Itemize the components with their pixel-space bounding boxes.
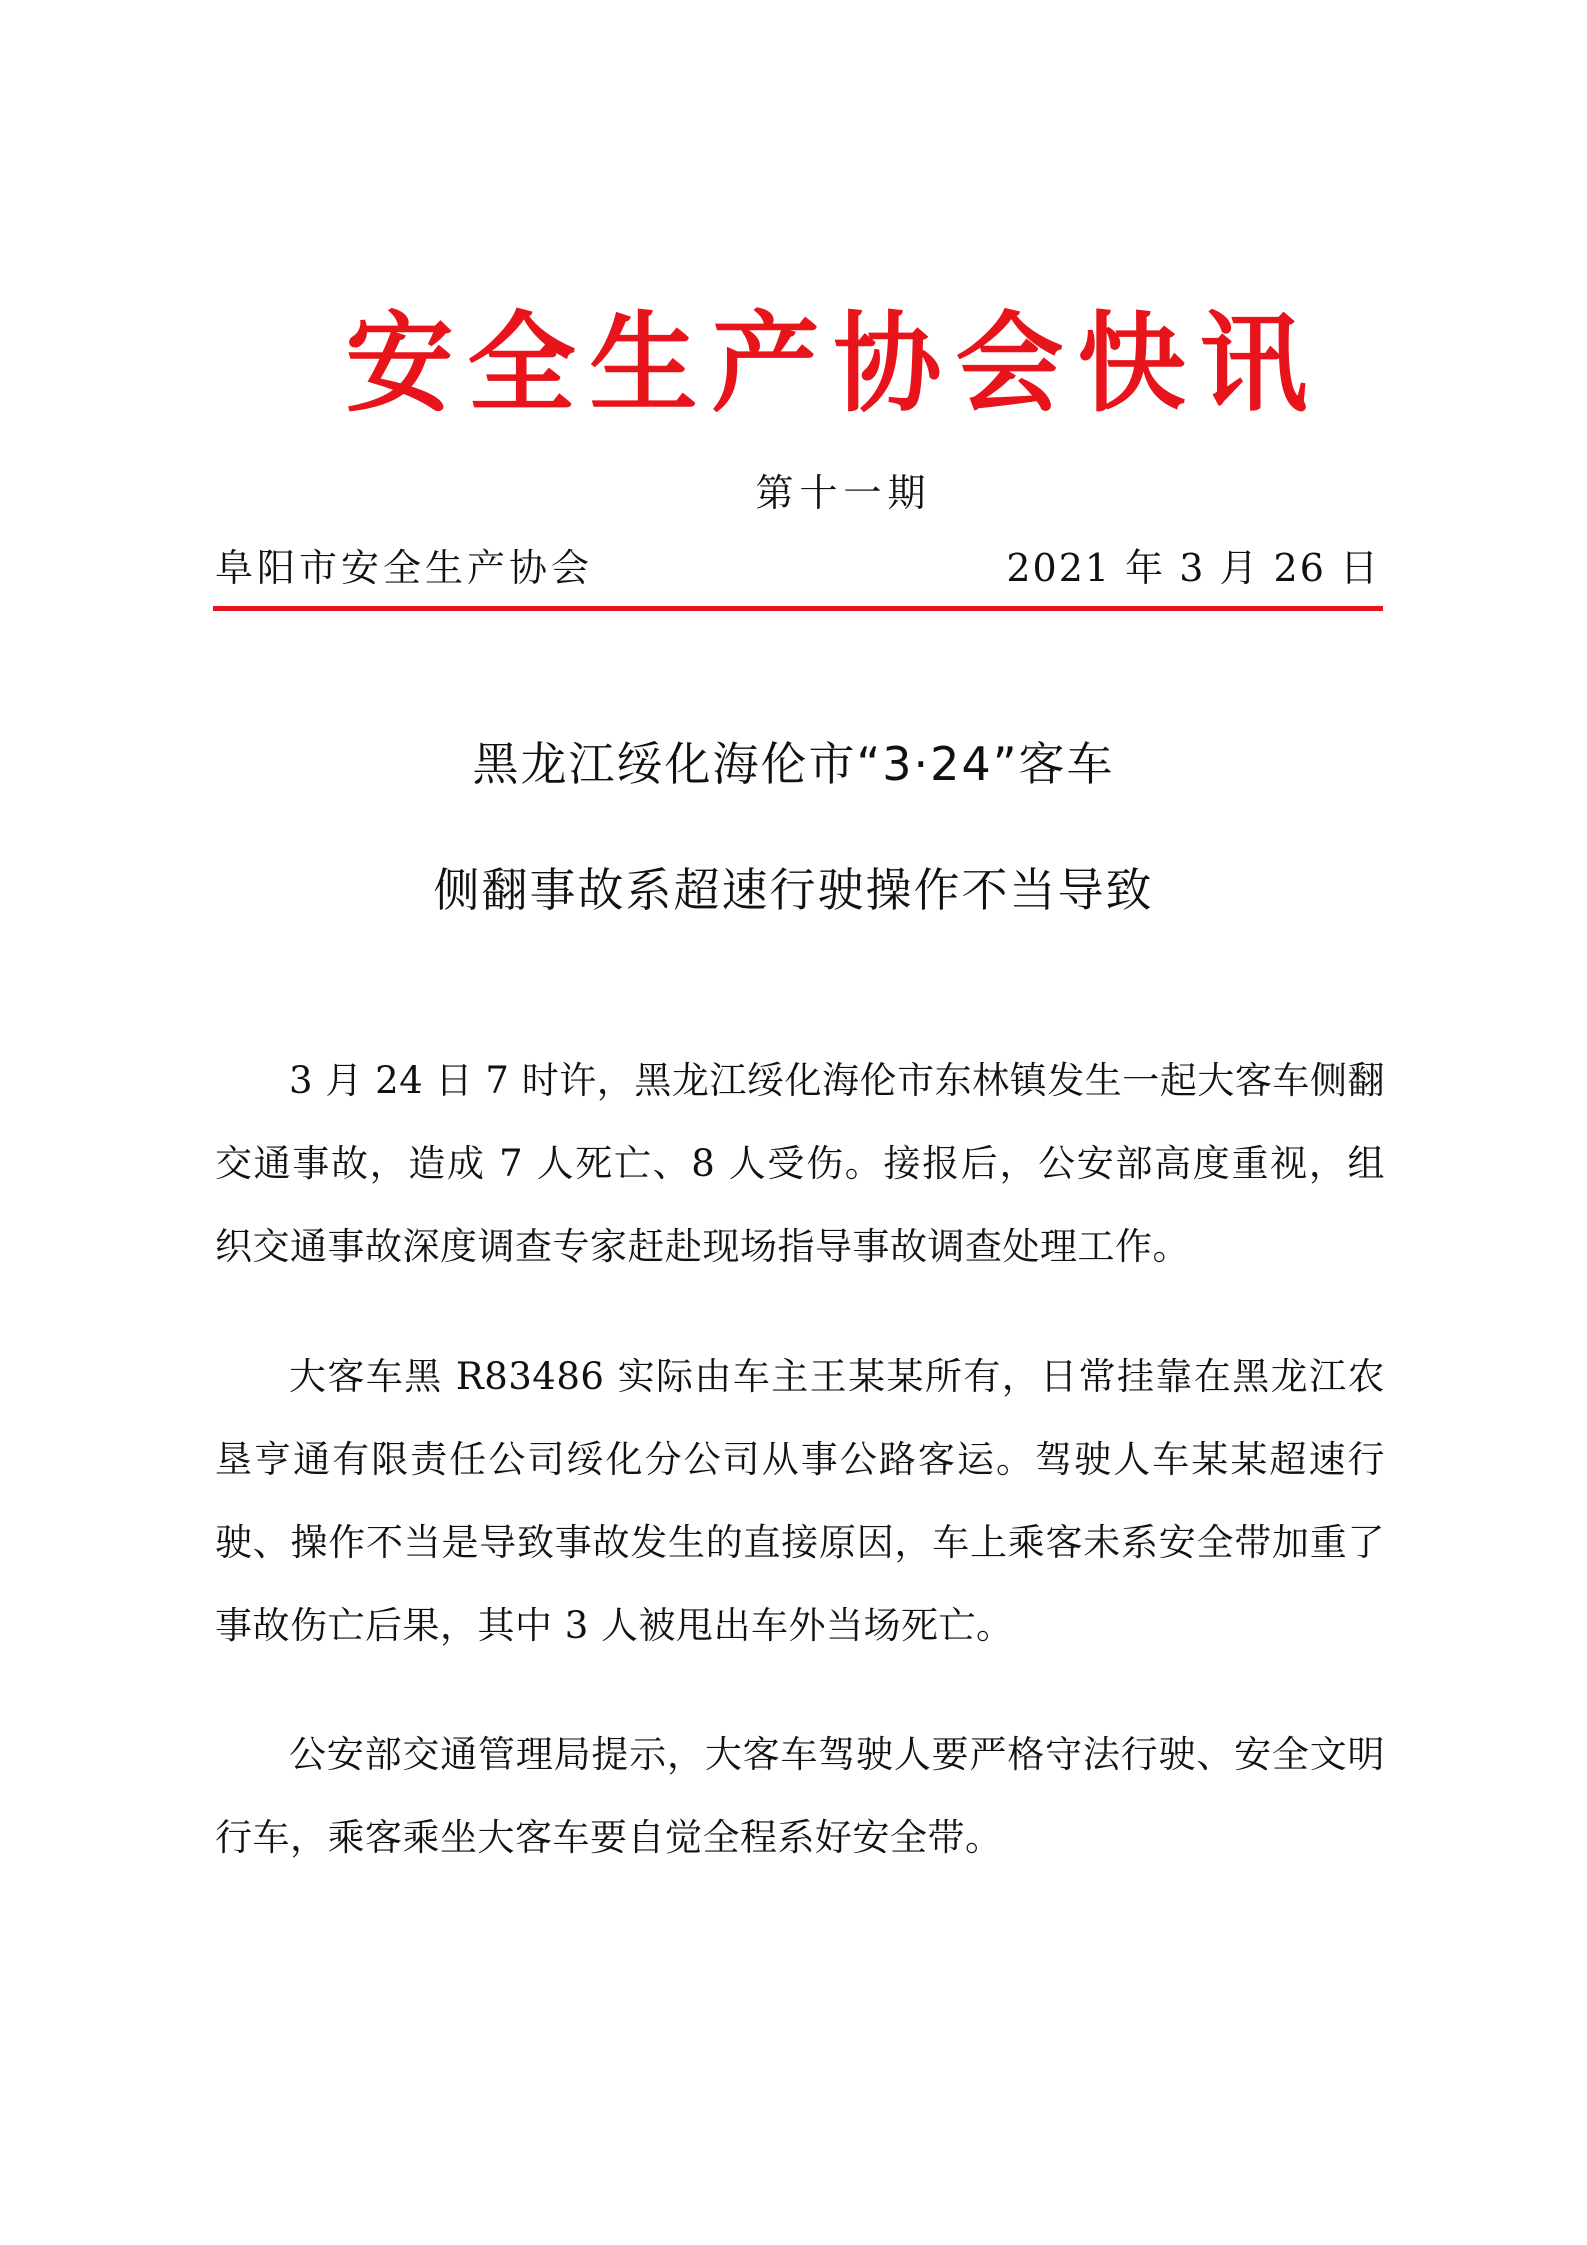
meta-row: [215, 542, 1380, 594]
article-headline-line-1: 黑龙江绥化海伦市“3·24”客车: [472, 737, 1115, 791]
issue-number: 第十一期: [755, 471, 932, 515]
masthead-title: 安全生产协会快讯: [345, 302, 1322, 427]
publisher-name: 阜阳市安全生产协会: [215, 546, 594, 590]
publish-date: 2021 年 3 月 26 日: [1006, 546, 1380, 590]
article-paragraph: 公安部交通管理局提示，大客车驾驶人要严格守法行驶、安全文明行车，乘客乘坐大客车要自觉全程系好安全带。: [215, 1733, 1385, 1859]
red-divider: [213, 606, 1383, 611]
article-paragraph: 3 月 24 日 7 时许，黑龙江绥化海伦市东林镇发生一起大客车侧翻交通事故，造成 7 人死亡、8 人受伤。接报后，公安部高度重视，组织交通事故深度调查专家赶赴现场指导事故调查处理工作。: [215, 1059, 1385, 1268]
article-headline-line-2: 侧翻事故系超速行驶操作不当导致: [433, 863, 1154, 917]
article-paragraph: 大客车黑 R83486 实际由车主王某某所有，日常挂靠在黑龙江农垦亨通有限责任公司绥化分公司从事公路客运。驾驶人车某某超速行驶、操作不当是导致事故发生的直接原因，车上乘客未系安全带加重了事故伤亡后果，其中 3 人被甩出车外当场死亡。: [215, 1355, 1385, 1647]
